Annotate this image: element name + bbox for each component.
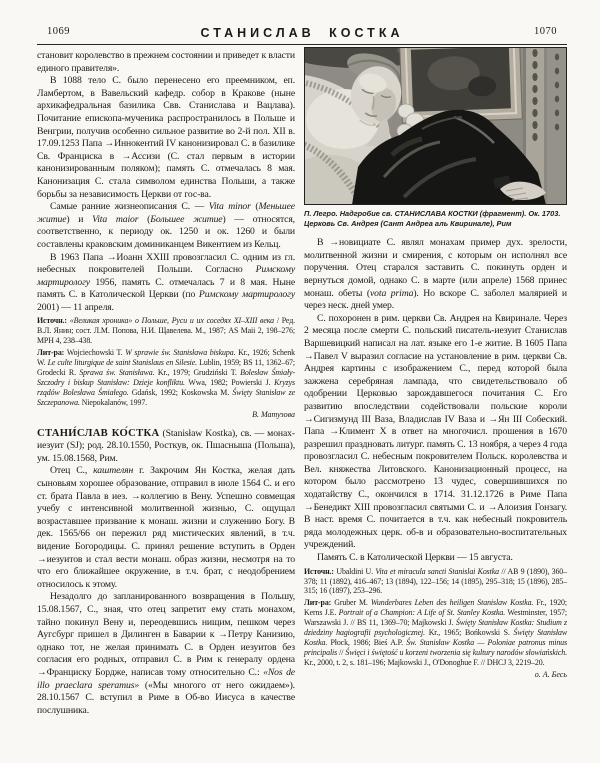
text-run: Kr., 1926; Schenk W. bbox=[37, 348, 295, 368]
italic-text: Święci i świętość u korzeni tworzenia się kultury narodów słowiańskich. bbox=[345, 647, 567, 657]
tomb-photo-figure bbox=[304, 47, 567, 228]
paragraph-novitiate bbox=[304, 237, 567, 313]
paragraph-earliest-vitae bbox=[37, 201, 295, 251]
text-run: Kr., 1965; Bońkowski S. bbox=[425, 628, 514, 638]
italic-text: vota prima bbox=[369, 287, 414, 299]
author-signature: В. Матузова bbox=[252, 409, 295, 419]
text-run: становит королевство в прежнем состоянии и приведет к власти единого правителя». bbox=[37, 50, 295, 74]
text-run: ) — относятся, соответственно, к периоду ок. 1250 и ок. 1260 и были составлены краковским доминиканцем Викентием из Кельц. bbox=[37, 213, 295, 250]
caption-line-1: П. Легро. Надгробие св. СТАНИСЛАВА КОСТКИ (фрагмент). Ок. 1703. bbox=[304, 209, 561, 218]
header-rule bbox=[37, 44, 567, 45]
italic-text: Święty Stanisław Kostka: Studium z dziedziny hagiografii psychologicznej. bbox=[304, 618, 567, 638]
text-run: Gdańsk, 1992; Koskowska M. bbox=[128, 387, 233, 397]
bold-text: Источн.: bbox=[304, 566, 334, 576]
italic-text: W sprawie św. Stanisława biskupa. bbox=[125, 348, 236, 358]
page-header bbox=[37, 26, 567, 42]
text-run: ( bbox=[138, 213, 151, 225]
literature-block bbox=[304, 598, 567, 667]
entry-headword-paragraph bbox=[37, 428, 295, 466]
text-run: 2001) — 11 апреля. bbox=[37, 301, 114, 313]
text-run: Lublin, 1959; BS 11, 1362–67; Grodecki R. bbox=[37, 358, 295, 377]
text-run: Płock, 1986; Bieś A.P. bbox=[327, 637, 407, 647]
bold-text: Источн.: bbox=[37, 316, 67, 326]
text-run: В 1088 тело С. было перенесено его преемником, еп. Ламбертом, в Вавельский кафедр. собор в Кракове (ныне архикафедральная базилика Свв. Станислава и Вацлава). Почитание епископа-мученика распространилось в Польше и Венгрии, получив особенно сильное развитие во 2-й пол. XII в. 17.09.1253 Папа →Иннокентий IV канонизировал С. в базилике Св. Франциска в →Ассизи (С. стал первым в истории канонизированным поляком); память С. отмечалась 8 мая. Канонизация С. стала символом единства Польши, а также борьбы за независимость Церкви от гос-ва. bbox=[37, 75, 295, 200]
italic-text: Św. Stanisław Kostka — Poloniae patronus minus principalis bbox=[304, 637, 567, 657]
italic-text: Święty Stanisław Kostka. bbox=[304, 628, 567, 647]
caption-line-2: Церковь Св. Андрея (Сант Андреа аль Квиринале), Рим bbox=[304, 218, 512, 228]
paragraph-patron-of-poland bbox=[37, 252, 295, 315]
text-run: Самые ранние жизнеописания С. — bbox=[50, 201, 209, 213]
text-run: ). Но вскоре С. заболел малярией и через неск. дней умер. bbox=[304, 287, 567, 312]
bold-text: Лит-ра: bbox=[304, 598, 332, 608]
text-run: Память С. в Католической Церкви — 15 августа. bbox=[317, 552, 513, 564]
text-run: 1956, память С. отмечалась 7 и 8 мая. Ныне память С. в Католической Церкви (по bbox=[37, 276, 295, 301]
italic-text: Vita maior bbox=[92, 213, 139, 225]
italic-text: «Великая хроника» о Польше, Руси и их соседях XI–XIII века bbox=[69, 316, 275, 326]
continuation-paragraph bbox=[37, 50, 295, 75]
paragraph-family-education bbox=[37, 465, 295, 591]
text-run: Незадолго до запланированного возвращения в Польшу, 15.08.1567, С., зная, что отец запретит ему стать монахом, тайно покинул Вену и, переодевшись нищим, пешком через Аугсбург пришел в Дилинген в Баварии к →Петру Канизию, однако тот, не желая принимать С. в Орден иезуитов без согласия его родных, отправил С. в Рим к генералу ордена →Франциску Бордже, написав тому относительно С.: bbox=[37, 591, 295, 678]
text-run: С. похоронен в рим. церкви Св. Андрея на Квиринале. Через 2 месяца после смерти С. польский писатель-иезуит Станислав Варшевицкий написал на лат. языке его 1-е житие. В 1605 Папа →Павел V выразил согласие на установление в рим. церкви Св. Андрея картины с изображением С., перед которой была зажжена серебряная лампада, что свидетельствовало об одобрении Церковью зарождавшегося почитания С. Его развитию впоследствии содействовали польские короли →Сигизмунд III Ваза, Владислав IV Ваза и →Ян III Собеский. Папа →Климент X в ответ на многочисл. прошения в 1670 разрешил праздновать литург. память С. 13 ноября, а через 4 года провозгласил С. небесным покровителем Польск. королевства и Вел. княжества Литовского. Канонизационный процесс, на котором было рассмотрено 13 чудес, совершившихся по ходатайству С., окончился в 1714. 31.12.1726 в Риме Папа →Бенедикт XIII провозгласил святыми С. и →Алоизия Гонзагу. В наст. время С. почитается в т.ч. как небесный покровитель ряда молодежных церк. об-в и образовательно-воспитательных учреждений. bbox=[304, 312, 567, 551]
text-run: ( bbox=[250, 201, 259, 213]
author-signature: о. А. Бесь bbox=[534, 669, 567, 679]
bold-text: СТАНИ́СЛАВ КО́СТКА bbox=[37, 427, 160, 439]
sources-block bbox=[304, 567, 567, 597]
literature-block bbox=[37, 348, 295, 407]
text-run: Kr., 1979; Grudziński T. bbox=[154, 368, 241, 377]
italic-text: Римскому мартирологу bbox=[198, 289, 295, 301]
italic-text: «Nos de illo praeclara speramus» bbox=[37, 666, 295, 691]
text-run: Отец С., bbox=[50, 465, 94, 477]
page-number-left: 1069 bbox=[47, 26, 70, 37]
text-run: Kr., 2000, t. 2, s. 181–196; Majkowski J., O'Donoghue F. // DHCJ 3, 2219–20. bbox=[304, 657, 545, 667]
text-run: Wojciechowski T. bbox=[64, 348, 126, 358]
italic-text: Римскому мартирологу bbox=[37, 264, 295, 288]
italic-text: Sprawa św. Stanisława. bbox=[79, 368, 155, 377]
running-title: СТАНИСЛАВ КОСТКА bbox=[200, 26, 404, 40]
text-run: Gruber M. bbox=[331, 598, 371, 608]
paragraph-relics-canonization bbox=[37, 75, 295, 201]
italic-text: Vita et miracula sancti Stanislai Kostka bbox=[375, 566, 499, 576]
photo-caption bbox=[304, 209, 567, 228]
italic-text: Wunderbares Leben des heiligen Stanislaw Kostka. bbox=[370, 598, 534, 608]
text-run: В →новициате С. являл монахам пример дух. зрелости, молитвенной жизни и смирения, с которым он исполнял все поручения. Отец старался заставить С. покинуть орден и вернуться домой, однако С. в марте (или апреле) 1568 принес монаш. обеты ( bbox=[304, 237, 567, 299]
sources-block bbox=[37, 316, 295, 346]
paragraph-burial-and-cult bbox=[304, 313, 567, 552]
text-run: // bbox=[337, 647, 346, 657]
italic-text: Bolesław Śmiały-Szczodry i biskup Stanisław: Dzieje konfliktu. bbox=[37, 368, 295, 387]
italic-text: Le culte liturgique de saint Stanislaus en Silesie. bbox=[47, 358, 198, 368]
italic-text: Święty Stanisław ze Szczepanowa. bbox=[37, 387, 295, 407]
bold-text: Лит-ра: bbox=[37, 348, 65, 358]
italic-text: Vita minor bbox=[208, 201, 251, 213]
text-run: / Ред. В.Л. Янин; сост. Л.М. Попова, Н.И. Щавелева. М., 1987; AS Maii 2, 198–276; MPH 4, 238–438. bbox=[37, 316, 296, 346]
text-run: // AB 9 (1890), 360–378; 11 (1892), 416–467; 13 (1894), 122–156; 14 (1895), 295–318; 15 (1896), 285–315; 16 (1897), 253–296. bbox=[304, 566, 567, 596]
left-column bbox=[37, 50, 295, 717]
italic-text: Меньшее житие bbox=[37, 201, 295, 225]
page-number-right: 1070 bbox=[534, 26, 557, 37]
text-run: Wwa, 1982; Powierski J. bbox=[184, 377, 275, 387]
right-column bbox=[304, 47, 567, 682]
italic-text: Portrait of a Champion: A Life of St. Stanley Kostka. bbox=[338, 608, 506, 618]
italic-text: Большее житие bbox=[150, 213, 223, 225]
text-run: Niepokalanów, 1997. bbox=[79, 397, 148, 407]
text-run: («Мы многого от него ожидаем»). 28.10.1567 С. вступил в Риме в Об-во Иисуса в качестве послушника. bbox=[37, 679, 295, 716]
text-run: г. Закрочим Ян Костка, желая дать сыновьям хорошее образование, отправил в июле 1564 С. и его ст. брата Павла в иез. →коллегию в Вену. Успешно совмещая учебу с интенсивной молитвенной жизнью, С. ощущал возраставшее призвание к монаш. жизни и служению Богу. В дек. 1565/66 он пережил ряд мистических явлений, в т.ч. видение Богородицы. С. принял решение вступить в Орден →иезуитов и стал вести монаш. образ жизни, несмотря на то что его ближайшее окружение, в т.ч. брат, с неодобрением относилось к этому. bbox=[37, 465, 295, 590]
paragraph-feast-day bbox=[304, 552, 567, 565]
italic-text: каштелян bbox=[93, 465, 134, 477]
text-run: Ubaldini U. bbox=[333, 566, 376, 576]
tomb-photo bbox=[304, 47, 567, 205]
text-run: ) и bbox=[66, 213, 93, 225]
text-run: Fr., 1920; Kerns J.E. bbox=[304, 598, 567, 618]
text-run: Westminster, 1957; Warszawski J. // BS 11, 1369–70; Majkowski J. bbox=[304, 608, 568, 628]
text-run: В 1963 Папа →Иоанн XXIII провозгласил С. одним из гл. небесных покровителей Польши. Согласно bbox=[37, 251, 295, 276]
italic-text: Kryzys rządów Bolesława Śmiałego. bbox=[37, 377, 296, 397]
text-run: (Stanisław Kostka), св. — монах-иезуит (SJ); род. 28.10.1550, Росткув, ок. Пшасныша (Польша), ум. 15.08.1568, Рим. bbox=[37, 427, 295, 464]
paragraph-flight-to-rome bbox=[37, 591, 295, 717]
